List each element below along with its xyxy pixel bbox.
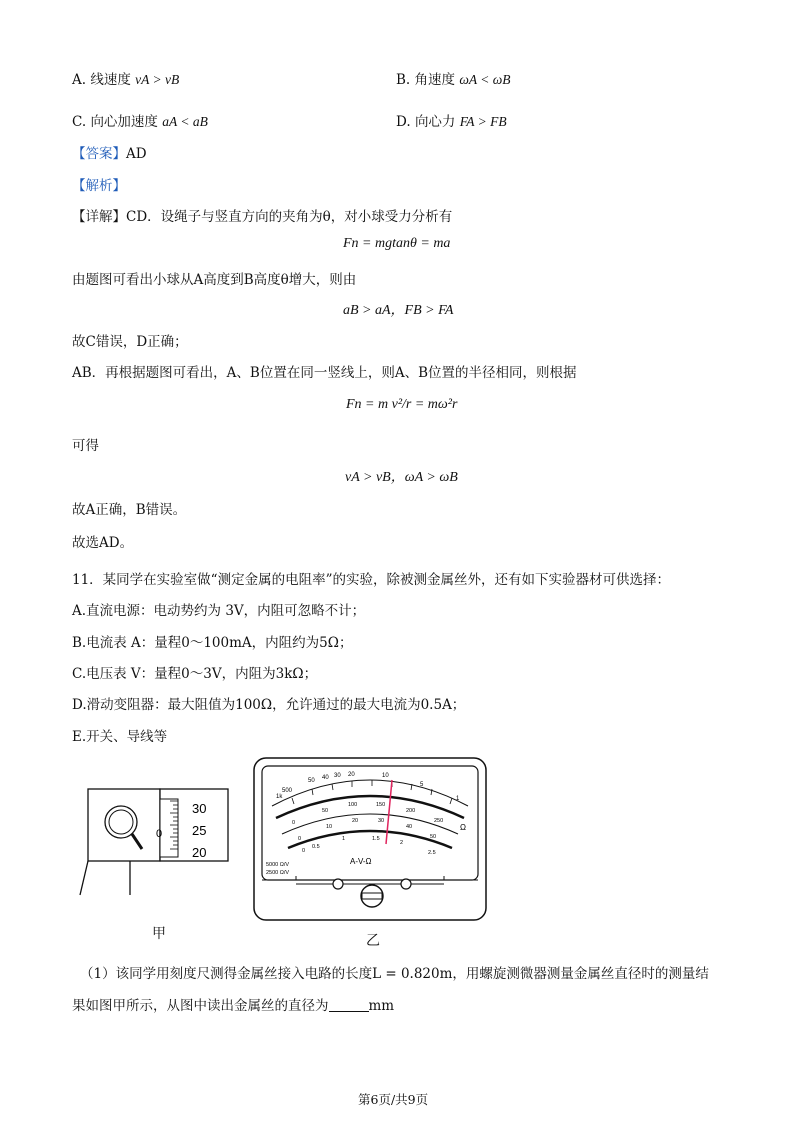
svg-text:1.5: 1.5 [372,836,380,842]
micrometer-figure [70,775,230,900]
svg-text:5000 Ω/V: 5000 Ω/V [266,862,290,868]
micrometer-tick-20: 20 [192,845,207,860]
multimeter-figure [252,756,488,928]
svg-text:0: 0 [298,836,302,842]
svg-text:30: 30 [378,818,385,824]
detail-line-5: 可得 [72,438,99,454]
svg-text:1: 1 [342,836,346,842]
svg-text:40: 40 [406,824,413,830]
equation-1: Fn = mgtanθ = ma [343,236,451,251]
q11-part1-line-2: 果如图甲所示，从图中读出金属丝的直径为 mm [72,998,395,1014]
micrometer-tick-30: 30 [192,801,207,816]
svg-text:2: 2 [400,840,404,846]
equation-4: vA > vB，ωA > ωB [345,470,458,485]
q11-item-a: A.直流电源：电动势约为 3V，内阻可忽略不计； [72,603,366,619]
meter-title: A-V-Ω [350,857,372,866]
svg-text:150: 150 [376,802,386,808]
option-a: A. 线速度 vA > vB [72,72,180,88]
svg-text:2.5: 2.5 [428,850,436,856]
figure-jia-label: 甲 [152,926,166,942]
svg-text:30: 30 [334,773,341,779]
svg-text:500: 500 [282,788,293,794]
detail-tag: 【详解】 [72,209,126,225]
svg-text:50: 50 [308,778,315,784]
svg-text:40: 40 [322,775,329,781]
equation-3: Fn = m v²/r = mω²r [346,397,458,412]
detail-line-4: AB．再根据题图可看出，A、B位置在同一竖线上，则A、B位置的半径相同，则根据 [72,365,577,381]
option-d: D. 向心力 FA > FB [396,114,507,130]
answer-line [72,142,147,162]
option-c: C. 向心加速度 aA < aB [72,114,208,130]
svg-text:10: 10 [382,773,389,779]
q11-stem: 11．某同学在实验室做“测定金属的电阻率”的实验，除被测金属丝外，还有如下实验器材可供选择： [72,572,670,588]
answer-tag: 【答案】 [72,146,126,162]
q11-part1-line-1: （1）该同学用刻度尺测得金属丝接入电路的长度L = 0.820m，用螺旋测微器测量金属丝直径时的测量结 [80,966,709,982]
svg-text:0: 0 [302,848,306,854]
svg-text:200: 200 [406,808,416,814]
svg-text:0.5: 0.5 [312,844,320,850]
detail-line-7: 故选AD。 [72,535,134,551]
micrometer-zero: 0 [156,828,163,840]
detail-line-2: 由题图可看出小球从A高度到B高度θ增大，则由 [72,272,357,288]
figure-yi-label: 乙 [366,933,380,949]
detail-line-1: 【详解】CD．设绳子与竖直方向的夹角为θ，对小球受力分析有 [72,209,453,225]
svg-text:50: 50 [430,834,437,840]
svg-text:2500 Ω/V: 2500 Ω/V [266,870,290,876]
micrometer-tick-25: 25 [192,823,207,838]
svg-text:Ω: Ω [460,823,466,832]
detail-line-6: 故A正确，B错误。 [72,502,187,518]
terminal-right [401,879,411,889]
svg-text:20: 20 [348,772,355,778]
svg-text:250: 250 [434,818,444,824]
q11-item-b: B.电流表 A：量程0～100mA，内阻约为5Ω； [72,635,353,651]
answer-blank[interactable] [329,999,369,1012]
terminal-left [333,879,343,889]
analysis-tag: 【解析】 [72,178,126,194]
option-b: B. 角速度 ωA < ωB [396,72,511,88]
svg-text:100: 100 [348,802,358,808]
svg-text:0: 0 [292,820,296,826]
q11-item-c: C.电压表 V：量程0～3V，内阻为3kΩ； [72,666,318,682]
svg-text:1: 1 [456,796,460,802]
page-footer: 第6页/共9页 [358,1092,429,1107]
q11-item-d: D.滑动变阻器：最大阻值为100Ω，允许通过的最大电流为0.5A； [72,697,466,713]
q11-item-e: E.开关、导线等 [72,729,168,745]
answer-value: AD [126,146,147,162]
equation-2: aB > aA，FB > FA [343,303,454,318]
svg-text:50: 50 [322,808,329,814]
svg-text:20: 20 [352,818,359,824]
svg-text:1k: 1k [276,794,283,800]
svg-text:10: 10 [326,824,333,830]
svg-text:5: 5 [420,782,424,788]
detail-line-3: 故C错误，D正确； [72,334,188,350]
